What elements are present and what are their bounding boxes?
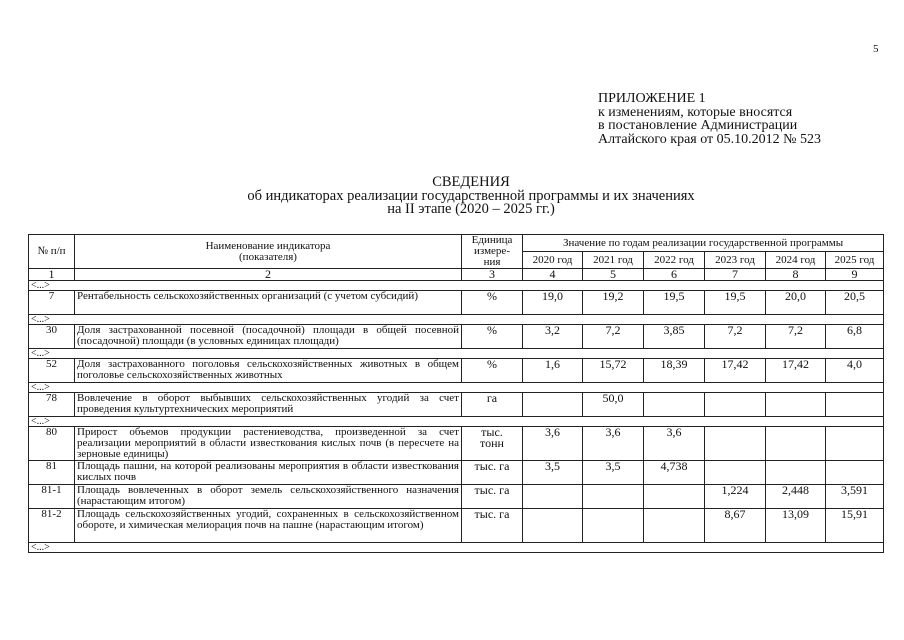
table-row	[29, 325, 884, 349]
appendix-header	[598, 92, 821, 146]
ellipsis-marker: <...>	[29, 543, 884, 553]
header-name-line: Наименование индикатора	[205, 239, 331, 252]
indicator-name: Рентабельность сельскохозяйственных организаций (с учетом субсидий)	[75, 291, 462, 315]
ellipsis-marker: <...>	[29, 281, 884, 291]
appendix-line: Алтайского края от 05.10.2012 № 523	[598, 131, 822, 147]
value-2020	[523, 393, 583, 417]
ellipsis-row	[29, 417, 884, 427]
unit-line: тыс.	[481, 426, 503, 439]
ellipsis-marker: <...>	[29, 417, 884, 427]
table-row	[29, 393, 884, 417]
indicators-table	[28, 234, 884, 553]
value-2023: 1,224	[705, 485, 766, 509]
appendix-line: к изменениям, которые вносятся	[598, 104, 793, 120]
header-year: 2021 год	[583, 252, 644, 269]
ellipsis-row	[29, 543, 884, 553]
header-year: 2020 год	[523, 252, 583, 269]
ellipsis-marker: <...>	[29, 349, 884, 359]
value-2021	[583, 485, 644, 509]
ellipsis-row	[29, 315, 884, 325]
value-2024: 17,42	[766, 359, 826, 383]
value-2023: 19,5	[705, 291, 766, 315]
column-number: 1	[29, 269, 75, 281]
unit-line: тонн	[480, 436, 504, 450]
value-2022: 3,85	[644, 325, 705, 349]
value-2023: 8,67	[705, 509, 766, 543]
value-2023: 17,42	[705, 359, 766, 383]
row-number: 81-1	[29, 485, 75, 509]
indicator-unit: %	[462, 325, 523, 349]
column-number: 7	[705, 269, 766, 281]
header-year: 2022 год	[644, 252, 705, 269]
value-2021: 3,6	[583, 427, 644, 461]
indicator-name: Площадь сельскохозяйственных угодий, сохраненных в сельскохозяйственном обороте, и химическая мелиорация почв на пашне (нарастающим итогом)	[75, 509, 462, 543]
ellipsis-row	[29, 349, 884, 359]
title-subheading: об индикаторах реализации государственной программы и их значениях	[247, 187, 695, 204]
value-2024: 7,2	[766, 325, 826, 349]
table-row	[29, 485, 884, 509]
ellipsis-marker: <...>	[29, 383, 884, 393]
value-2020	[523, 509, 583, 543]
header-num: № п/п	[29, 235, 75, 269]
value-2025: 6,8	[826, 325, 884, 349]
row-number: 80	[29, 427, 75, 461]
header-year: 2024 год	[766, 252, 826, 269]
header-unit	[462, 235, 523, 269]
value-2024: 13,09	[766, 509, 826, 543]
value-2023	[705, 427, 766, 461]
value-2025	[826, 393, 884, 417]
value-2020: 3,5	[523, 461, 583, 485]
value-2020: 19,0	[523, 291, 583, 315]
indicator-unit: га	[462, 393, 523, 417]
value-2025: 4,0	[826, 359, 884, 383]
indicator-unit: тыс. га	[462, 485, 523, 509]
value-2022: 4,738	[644, 461, 705, 485]
indicator-name: Площадь вовлеченных в оборот земель сельскохозяйственного назначения (нарастающим итогом)	[75, 485, 462, 509]
header-year: 2023 год	[705, 252, 766, 269]
indicator-name: Вовлечение в оборот выбывших сельскохозяйственных угодий за счет проведения культуртехнических мероприятий	[75, 393, 462, 417]
column-number: 9	[826, 269, 884, 281]
value-2022: 3,6	[644, 427, 705, 461]
value-2022	[644, 393, 705, 417]
ellipsis-row	[29, 383, 884, 393]
row-number: 7	[29, 291, 75, 315]
ellipsis-marker: <...>	[29, 315, 884, 325]
value-2025	[826, 461, 884, 485]
value-2024	[766, 393, 826, 417]
value-2021: 7,2	[583, 325, 644, 349]
page-number: 5	[873, 43, 879, 55]
value-2024	[766, 427, 826, 461]
appendix-title: ПРИЛОЖЕНИЕ 1	[598, 91, 706, 106]
table-row	[29, 291, 884, 315]
document-title	[0, 176, 904, 217]
indicator-unit: тыс. га	[462, 461, 523, 485]
value-2024: 20,0	[766, 291, 826, 315]
table-row	[29, 509, 884, 543]
value-2022: 19,5	[644, 291, 705, 315]
value-2020: 3,2	[523, 325, 583, 349]
header-name-line: (показателя)	[239, 250, 297, 263]
header-unit-line: Единица	[471, 234, 513, 246]
row-number: 52	[29, 359, 75, 383]
indicator-name: Доля застрахованного поголовья сельскохозяйственных животных в общем поголовье сельскохозяйственных животных	[75, 359, 462, 383]
value-2025	[826, 427, 884, 461]
header-name	[75, 235, 462, 269]
indicator-name: Площадь пашни, на которой реализованы мероприятия в области известкования кислых почв	[75, 461, 462, 485]
row-number: 81	[29, 461, 75, 485]
column-number-row	[29, 269, 884, 281]
indicator-unit: %	[462, 291, 523, 315]
header-unit-line: измере-	[474, 245, 510, 257]
row-number: 30	[29, 325, 75, 349]
header-values-group: Значение по годам реализации государственной программы	[523, 235, 884, 252]
value-2025: 20,5	[826, 291, 884, 315]
indicator-name: Прирост объемов продукции растениеводства, произведенной за счет реализации мероприятий в области известкования кислых почв (в пересчете на зерновые единицы)	[75, 427, 462, 461]
value-2024: 2,448	[766, 485, 826, 509]
title-heading: СВЕДЕНИЯ	[432, 174, 510, 190]
indicator-unit: %	[462, 359, 523, 383]
value-2024	[766, 461, 826, 485]
column-number: 8	[766, 269, 826, 281]
value-2020: 3,6	[523, 427, 583, 461]
value-2020	[523, 485, 583, 509]
value-2025: 15,91	[826, 509, 884, 543]
value-2021: 15,72	[583, 359, 644, 383]
indicator-name: Доля застрахованной посевной (посадочной) площади в общей посевной (посадочной) площади (в условных единицах площади)	[75, 325, 462, 349]
ellipsis-row	[29, 281, 884, 291]
value-2022	[644, 509, 705, 543]
column-number: 5	[583, 269, 644, 281]
table-row	[29, 359, 884, 383]
appendix-line: в постановление Администрации	[598, 118, 798, 133]
value-2021	[583, 509, 644, 543]
table-row	[29, 427, 884, 461]
header-unit-line: ния	[483, 256, 501, 268]
title-period: на II этапе (2020 – 2025 гг.)	[387, 201, 555, 217]
header-year: 2025 год	[826, 252, 884, 269]
value-2023: 7,2	[705, 325, 766, 349]
column-number: 6	[644, 269, 705, 281]
value-2021: 19,2	[583, 291, 644, 315]
column-number: 4	[523, 269, 583, 281]
row-number: 78	[29, 393, 75, 417]
value-2021: 50,0	[583, 393, 644, 417]
value-2021: 3,5	[583, 461, 644, 485]
value-2022: 18,39	[644, 359, 705, 383]
table-row	[29, 461, 884, 485]
row-number: 81-2	[29, 509, 75, 543]
indicator-unit: тыс. га	[462, 509, 523, 543]
value-2020: 1,6	[523, 359, 583, 383]
value-2025: 3,591	[826, 485, 884, 509]
indicator-unit	[462, 427, 523, 461]
column-number: 3	[462, 269, 523, 281]
value-2023	[705, 461, 766, 485]
column-number: 2	[75, 269, 462, 281]
value-2022	[644, 485, 705, 509]
value-2023	[705, 393, 766, 417]
